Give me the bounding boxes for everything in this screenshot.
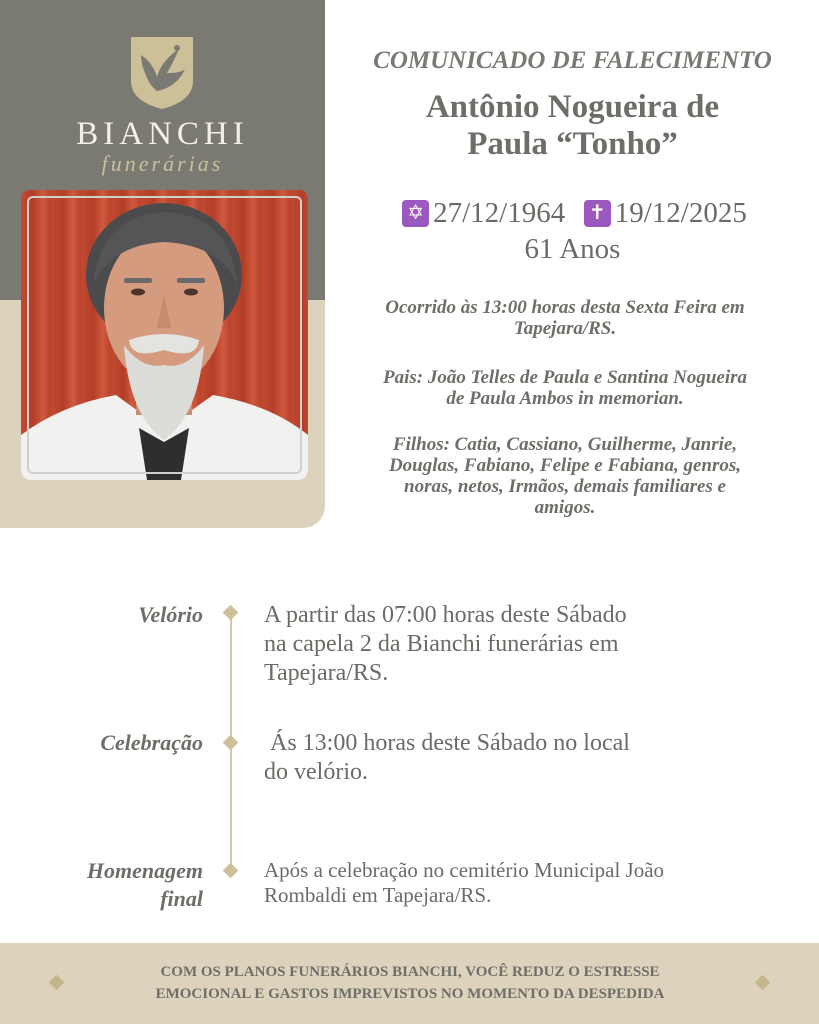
footer-line: COM OS PLANOS FUNERÁRIOS BIANCHI, VOCÊ REDUZ O ESTRESSE <box>160 964 660 980</box>
event-label-homenagem <box>40 857 203 913</box>
event-text-line: do velório. <box>264 759 368 785</box>
timeline-diamond <box>223 735 239 751</box>
footer-line: EMOCIONAL E GASTOS IMPREVISTOS NO MOMENTO DA DESPEDIDA <box>155 986 665 1002</box>
occurrence-line: Tapejara/RS. <box>513 318 617 339</box>
life-dates <box>345 195 800 267</box>
notice-header: COMUNICADO DE FALECIMENTO <box>373 47 772 74</box>
dove-shield-icon <box>127 33 197 111</box>
event-label-velorio <box>40 601 203 629</box>
star-of-david-icon: ✡ <box>402 200 429 227</box>
event-text-line: A partir das 07:00 horas deste Sábado <box>264 602 627 628</box>
timeline-diamond <box>223 863 239 879</box>
parents-line: Pais: João Telles de Paula e Santina Nogueira <box>382 367 747 388</box>
children-line: Filhos: Catia, Cassiano, Guilherme, Janrie, <box>392 434 738 455</box>
occurrence-paragraph <box>335 297 795 339</box>
event-label-text: final <box>160 886 203 911</box>
age: 61 Anos <box>524 233 621 265</box>
event-text-celebracao <box>264 729 734 787</box>
children-paragraph <box>335 434 795 518</box>
children-line: amigos. <box>534 497 596 518</box>
portrait-photo <box>21 190 308 480</box>
event-text-homenagem <box>264 858 734 908</box>
parents-paragraph <box>335 367 795 409</box>
children-line: noras, netos, Irmãos, demais familiares e <box>404 476 726 497</box>
footer-message <box>80 961 740 1005</box>
deceased-name-line2: Paula “Tonho” <box>467 126 678 162</box>
photo-frame <box>27 196 302 474</box>
event-label-text: Celebração <box>100 730 203 755</box>
brand-name: BIANCHI <box>76 116 249 152</box>
children-line: Douglas, Fabiano, Felipe e Fabiana, genros, <box>388 455 742 476</box>
event-text-line: Ás 13:00 horas deste Sábado no local <box>264 730 630 756</box>
birth-date: 27/12/1964 <box>433 197 566 229</box>
death-date: 19/12/2025 <box>614 197 747 229</box>
event-text-line: Após a celebração no cemitério Municipal João <box>264 858 665 882</box>
brand-subtitle: funerárias <box>101 151 224 176</box>
event-text-line: Tapejara/RS. <box>264 660 389 686</box>
event-label-celebracao <box>40 729 203 757</box>
event-text-line: na capela 2 da Bianchi funerárias em <box>264 631 619 657</box>
event-text-velorio <box>264 601 734 688</box>
parents-line: de Paula Ambos in memorian. <box>446 388 684 409</box>
latin-cross-icon: ✝ <box>584 200 611 227</box>
timeline-diamond <box>223 605 239 621</box>
deceased-name-line1: Antônio Nogueira de <box>425 89 720 125</box>
occurrence-line: Ocorrido às 13:00 horas desta Sexta Feira em <box>385 297 745 318</box>
deceased-name <box>345 89 800 163</box>
event-label-text: Homenagem <box>86 858 203 883</box>
event-label-text: Velório <box>138 602 203 627</box>
event-text-line: Rombaldi em Tapejara/RS. <box>264 883 492 907</box>
